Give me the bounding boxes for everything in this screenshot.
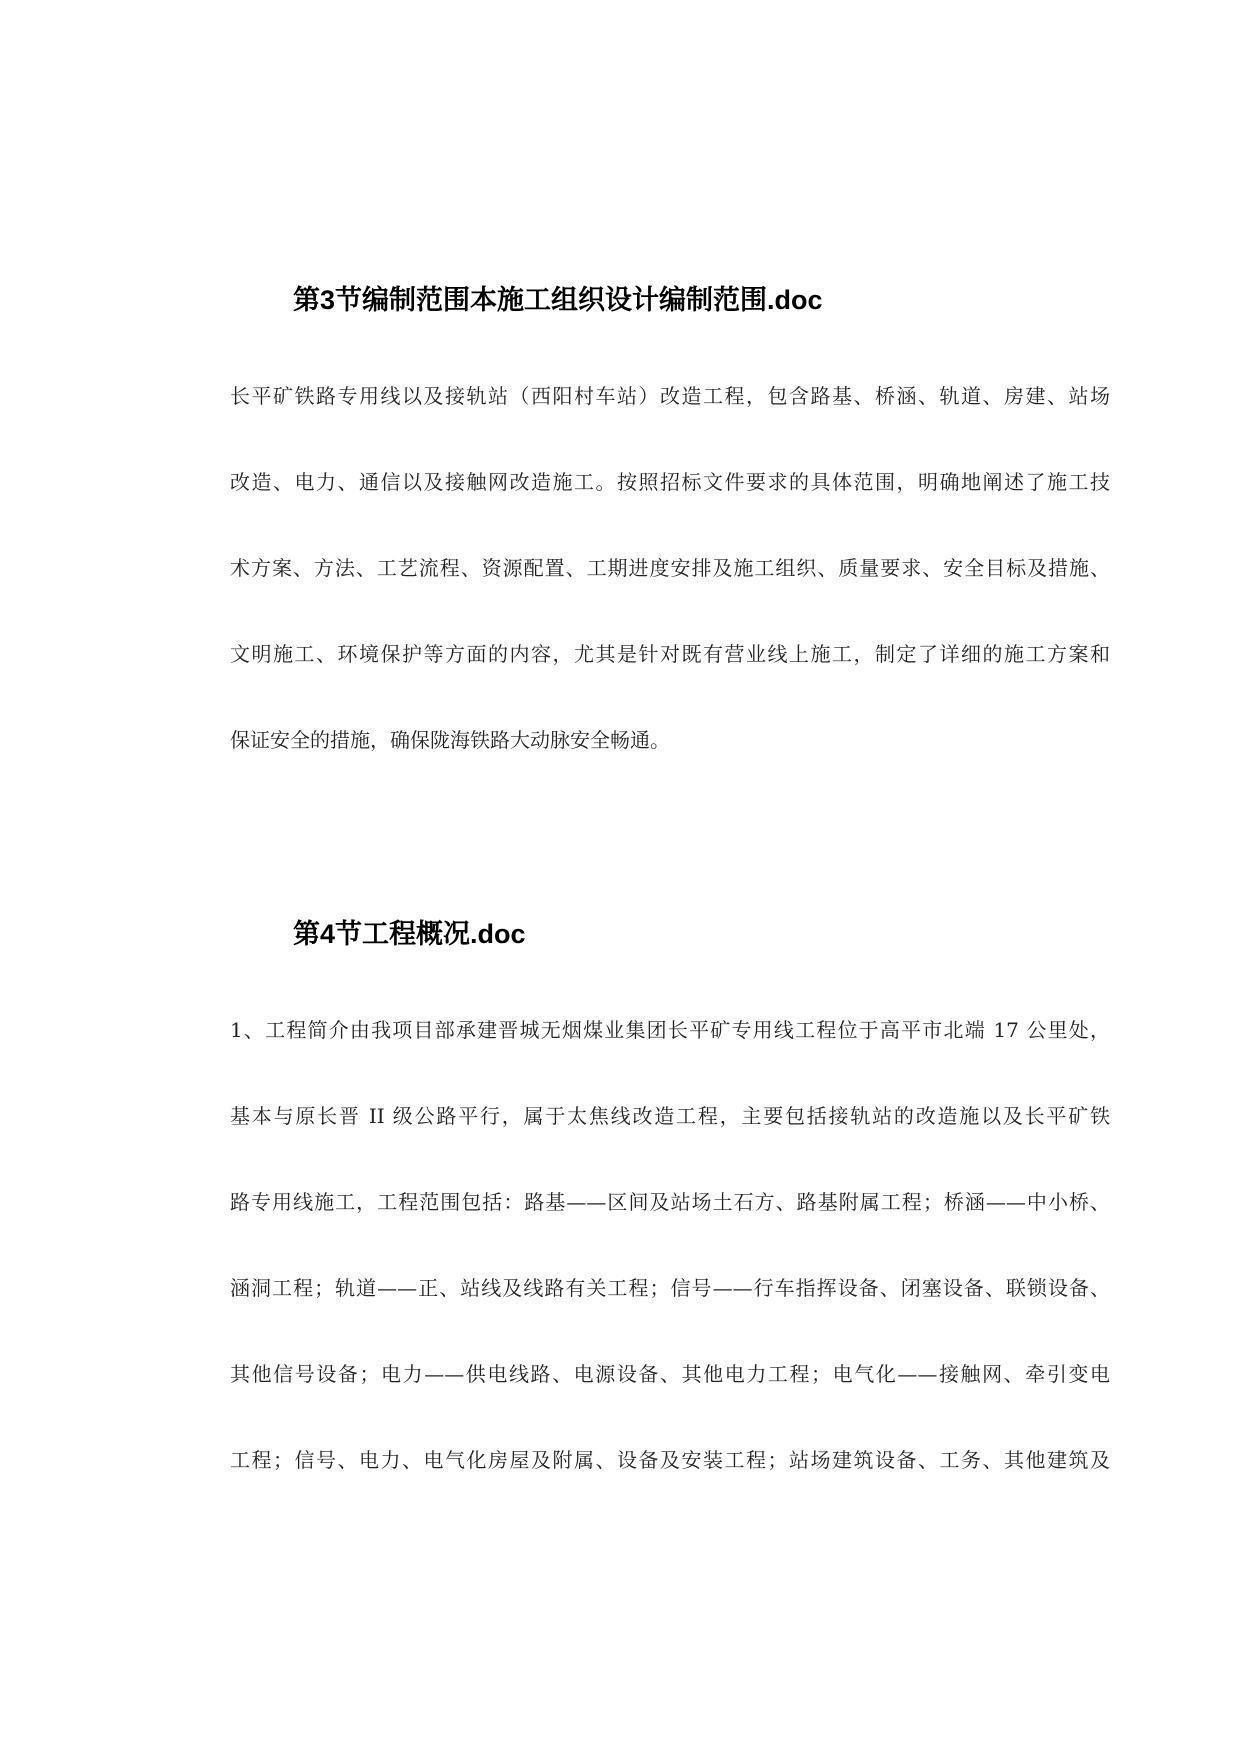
paragraph-line: 长平矿铁路专用线以及接轨站（西阳村车站）改造工程，包含路基、桥涵、轨道、房建、站场 xyxy=(230,384,1110,408)
section-4-paragraph xyxy=(230,1017,1110,1533)
paragraph-line: 涵洞工程；轨道——正、站线及线路有关工程；信号——行车指挥设备、闭塞设备、联锁设备、 xyxy=(230,1276,1110,1300)
paragraph-line: 术方案、方法、工艺流程、资源配置、工期进度安排及施工组织、质量要求、安全目标及措施、 xyxy=(230,556,1110,580)
section-3-heading: 第3节编制范围本施工组织设计编制范围.doc xyxy=(293,285,823,315)
section-3-paragraph xyxy=(230,383,1110,813)
paragraph-line: 保证安全的措施，确保陇海铁路大动脉安全畅通。 xyxy=(230,728,670,752)
paragraph-line: 改造、电力、通信以及接触网改造施工。按照招标文件要求的具体范围，明确地阐述了施工技 xyxy=(230,470,1110,494)
section-4-heading: 第4节工程概况.doc xyxy=(293,919,526,949)
paragraph-line: 路专用线施工，工程范围包括：路基——区间及站场土石方、路基附属工程；桥涵——中小桥、 xyxy=(230,1190,1110,1214)
paragraph-line: 1、工程简介由我项目部承建晋城无烟煤业集团长平矿专用线工程位于高平市北端 17 公里处， xyxy=(230,1018,1110,1042)
paragraph-line: 基本与原长晋 II 级公路平行，属于太焦线改造工程，主要包括接轨站的改造施以及长平矿铁 xyxy=(230,1104,1110,1128)
paragraph-line: 工程；信号、电力、电气化房屋及附属、设备及安装工程；站场建筑设备、工务、其他建筑及 xyxy=(230,1448,1110,1472)
paragraph-line: 其他信号设备；电力——供电线路、电源设备、其他电力工程；电气化——接触网、牵引变电 xyxy=(230,1362,1110,1386)
paragraph-line: 文明施工、环境保护等方面的内容，尤其是针对既有营业线上施工，制定了详细的施工方案和 xyxy=(230,642,1110,666)
